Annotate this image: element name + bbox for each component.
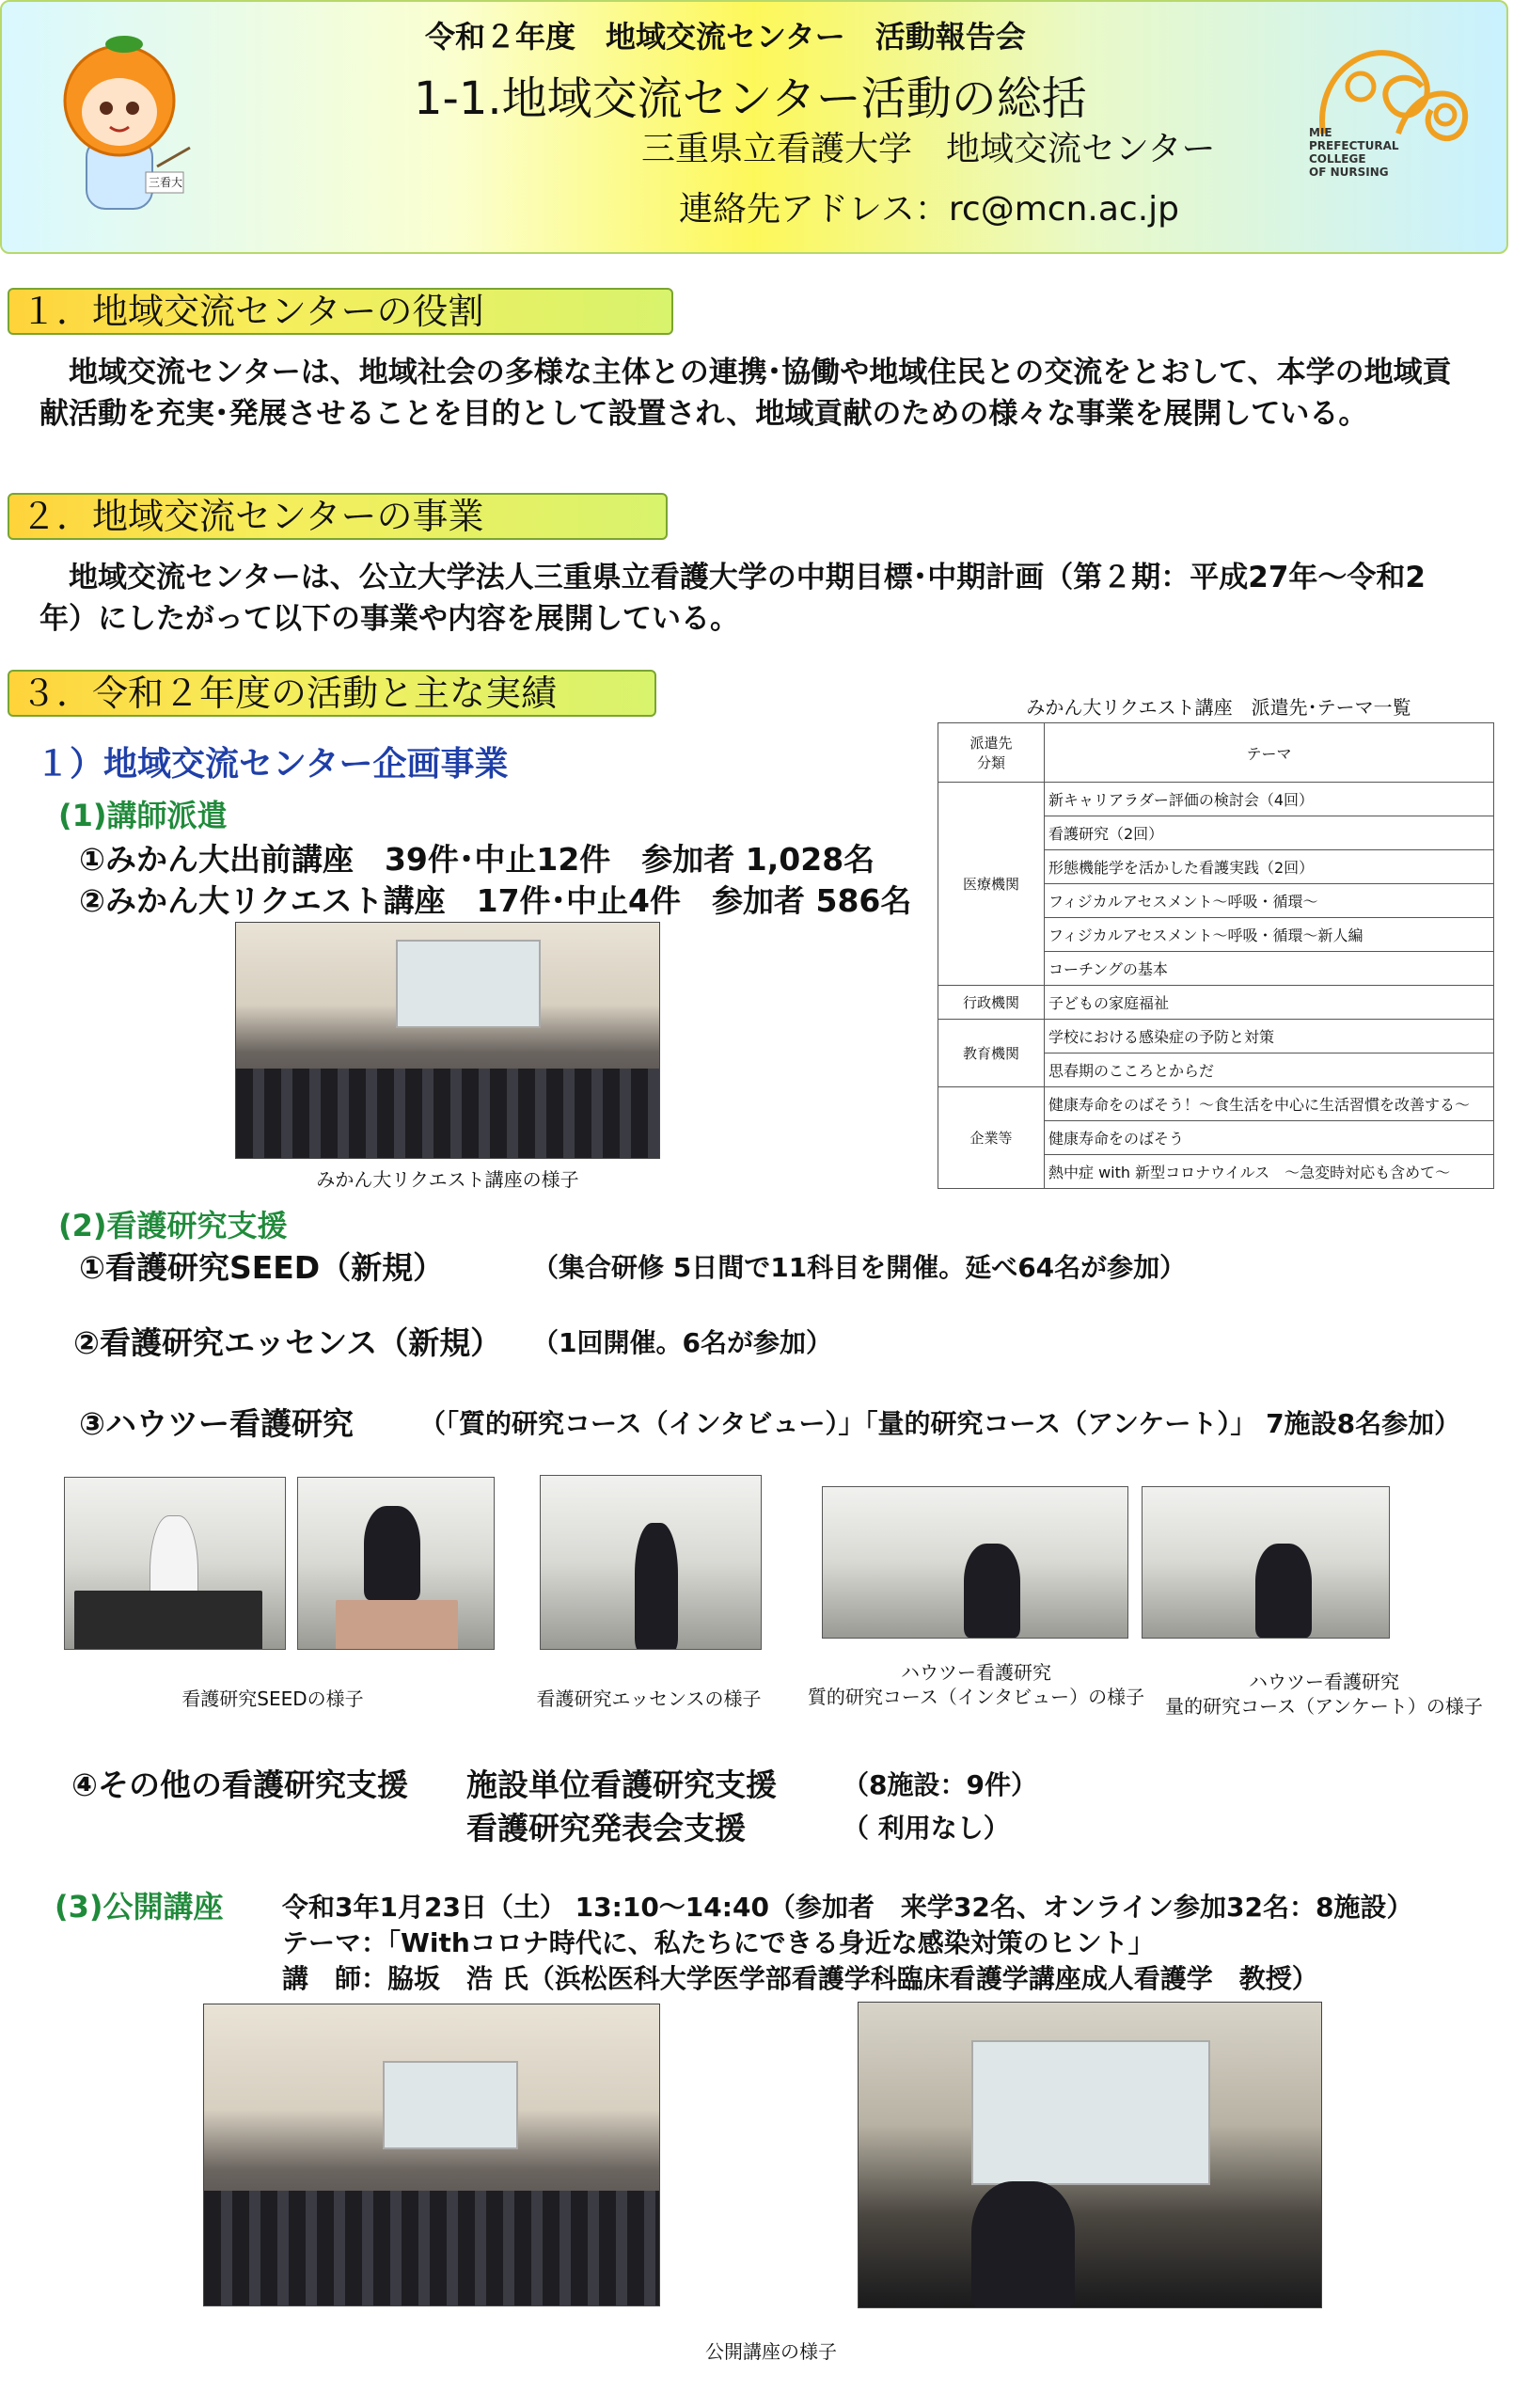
qualitative-caption-1: ハウツー看護研究 — [901, 1661, 1051, 1684]
theme-row: 学校における感染症の予防と対策 — [1045, 1020, 1494, 1054]
public-lecture-photo-2 — [858, 2002, 1322, 2308]
logo-line-2: PREFECTURAL — [1309, 139, 1399, 152]
section2-body: 地域交流センターは、公立大学法人三重県立看護大学の中期目標･中期計画（第２期：平成27年～令和2年）にしたがって以下の事業や内容を展開している。 — [39, 561, 1426, 636]
mascot-icon — [54, 25, 195, 214]
research-item-1: ①看護研究SEED（新規） — [79, 1249, 445, 1286]
section3-sub1: １）地域交流センター企画事業 — [36, 745, 509, 784]
quantitative-caption-1: ハウツー看護研究 — [1249, 1671, 1399, 1693]
seed-photo-2 — [297, 1477, 495, 1650]
seed-photo-1 — [64, 1477, 286, 1650]
research-item-3: ③ハウツー看護研究 — [79, 1405, 354, 1442]
theme-row: コーチングの基本 — [1045, 952, 1494, 986]
research-item-2-note: （1回開催。6名が参加） — [532, 1327, 832, 1358]
qualitative-caption-2: 質的研究コース（インタビュー）の様子 — [807, 1686, 1145, 1708]
public-lecture-theme: テーマ：「Withコロナ時代に、私たちにできる身近な感染対策のヒント」 — [282, 1927, 1155, 1958]
category-education: 教育機関 — [938, 1020, 1045, 1087]
theme-row: フィジカルアセスメント～呼吸・循環～新人編 — [1045, 918, 1494, 952]
theme-table-title: みかん大リクエスト講座 派遣先･テーマ一覧 — [1026, 696, 1411, 719]
category-medical: 医療機関 — [938, 783, 1045, 986]
table-header-theme: テーマ — [1045, 723, 1494, 783]
research-item-4a-note: （8施設：9件） — [843, 1769, 1037, 1800]
lecturer-heading: (1)講師派遣 — [58, 798, 228, 833]
research-item-1-note: （集合研修 5日間で11科目を開催。延べ64名が参加） — [532, 1252, 1187, 1283]
quantitative-course-photo — [1142, 1486, 1390, 1639]
logo-line-4: OF NURSING — [1309, 166, 1389, 179]
public-lecture-date: 令和3年1月23日（土） 13:10～14:40（参加者 来学32名、オンライン参加32名：8施設） — [282, 1892, 1413, 1923]
page-title: 1-1.地域交流センター活動の総括 — [414, 72, 1087, 125]
research-item-4a: 施設単位看護研究支援 — [466, 1766, 777, 1803]
logo-line-3: COLLEGE — [1309, 152, 1366, 166]
essence-caption: 看護研究エッセンスの様子 — [536, 1687, 762, 1710]
research-item-4b: 看護研究発表会支援 — [466, 1810, 746, 1846]
request-lecture-photo — [235, 922, 660, 1159]
seed-caption: 看護研究SEEDの様子 — [181, 1687, 364, 1710]
theme-row: 形態機能学を活かした看護実践（2回） — [1045, 850, 1494, 884]
category-company: 企業等 — [938, 1087, 1045, 1189]
header-banner — [0, 0, 1508, 254]
mascot-badge: 三看大 — [148, 176, 182, 189]
theme-row: 健康寿命をのばそう！～食生活を中心に生活習慣を改善する～ — [1045, 1087, 1494, 1121]
research-item-2: ②看護研究エッセンス（新規） — [73, 1324, 502, 1361]
theme-row: フィジカルアセスメント～呼吸・循環～ — [1045, 884, 1494, 918]
theme-row: 新キャリアラダー評価の検討会（4回） — [1045, 783, 1494, 816]
section2-heading: ２．地域交流センターの事業 — [8, 493, 668, 540]
college-logo-icon — [1304, 30, 1483, 199]
research-heading: (2)看護研究支援 — [58, 1208, 288, 1244]
logo-line-1: MIE — [1309, 126, 1332, 139]
organization-name: 三重県立看護大学 地域交流センター — [641, 130, 1216, 168]
research-item-4b-note: （ 利用なし） — [843, 1813, 1010, 1844]
section3-heading: ３．令和２年度の活動と主な実績 — [8, 670, 656, 717]
public-lecture-heading: (3)公開講座 — [55, 1889, 224, 1925]
section1-heading: １．地域交流センターの役割 — [8, 288, 673, 335]
lecturer-item-1: ①みかん大出前講座 39件･中止12件 参加者 1,028名 — [79, 841, 875, 878]
theme-table — [938, 722, 1494, 1189]
table-header-category: 派遣先 分類 — [938, 723, 1045, 783]
qualitative-course-photo — [822, 1486, 1128, 1639]
lecturer-item-2: ②みかん大リクエスト講座 17件･中止4件 参加者 586名 — [79, 882, 912, 919]
theme-row: 子どもの家庭福祉 — [1045, 986, 1494, 1020]
contact-address: 連絡先アドレス：rc@mcn.ac.jp — [679, 190, 1179, 229]
theme-row: 思春期のこころとからだ — [1045, 1054, 1494, 1087]
section1-body: 地域交流センターは、地域社会の多様な主体との連携･協働や地域住民との交流をとおして、本学の地域貢献活動を充実･発展させることを目的として設置され、地域貢献のための様々な事業を展開している。 — [39, 356, 1452, 431]
quantitative-caption-2: 量的研究コース（アンケート）の様子 — [1165, 1695, 1483, 1718]
category-government: 行政機関 — [938, 986, 1045, 1020]
request-lecture-caption: みかん大リクエスト講座の様子 — [316, 1168, 579, 1191]
essence-photo — [540, 1475, 762, 1650]
report-subtitle: 令和２年度 地域交流センター 活動報告会 — [425, 19, 1026, 55]
public-lecture-speaker: 講 師：脇坂 浩 氏（浜松医科大学医学部看護学科臨床看護学講座成人看護学 教授） — [282, 1963, 1318, 1994]
theme-row: 看護研究（2回） — [1045, 816, 1494, 850]
public-lecture-caption: 公開講座の様子 — [705, 2340, 837, 2363]
theme-row: 熱中症 with 新型コロナウイルス ～急変時対応も含めて～ — [1045, 1155, 1494, 1189]
theme-row: 健康寿命をのばそう — [1045, 1121, 1494, 1155]
public-lecture-photo-1 — [203, 2004, 660, 2306]
research-item-4: ④その他の看護研究支援 — [71, 1766, 408, 1803]
research-item-3-note: （「質的研究コース（インタビュー）」「量的研究コース（アンケート）」 7施設8名参加） — [419, 1408, 1461, 1439]
